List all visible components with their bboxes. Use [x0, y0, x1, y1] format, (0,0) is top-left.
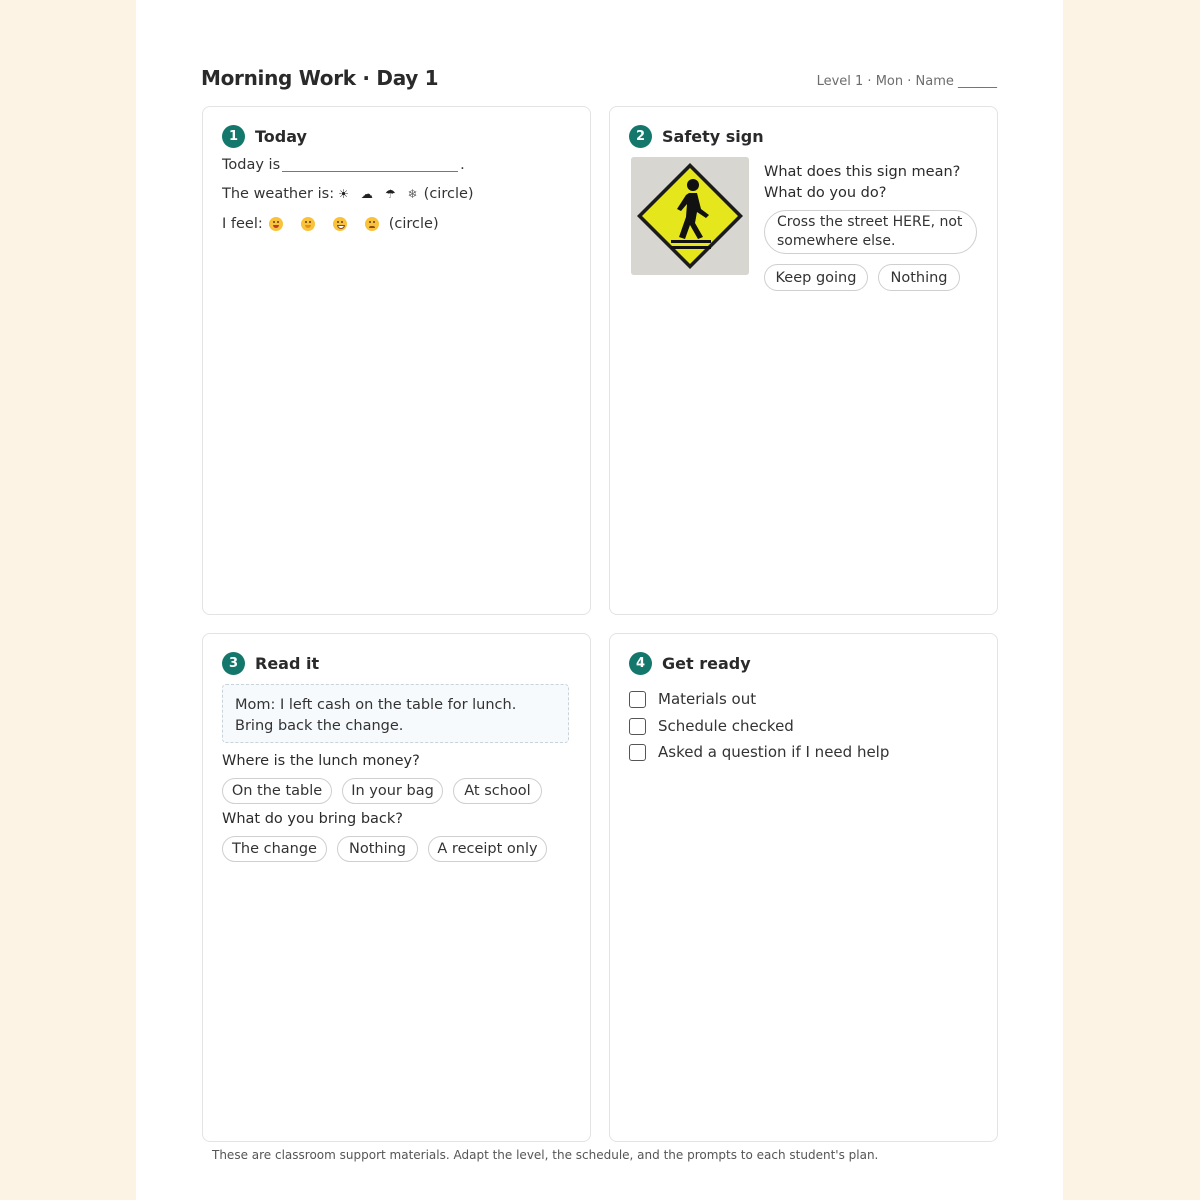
today-date-line — [222, 157, 465, 173]
checklist-label: Materials out — [658, 690, 757, 708]
checklist-item[interactable] — [629, 717, 794, 735]
answer-option-nothing[interactable]: Nothing — [878, 264, 960, 291]
answer-option-at-school[interactable]: At school — [453, 778, 542, 804]
answer-option-cross-here[interactable]: Cross the street HERE, not somewhere else. — [764, 210, 977, 254]
today-card-title: Today — [255, 127, 307, 146]
safety-sign-card — [609, 106, 998, 615]
get-ready-card — [609, 633, 998, 1142]
read-it-card — [202, 633, 591, 1142]
sad-face-icon[interactable] — [365, 217, 379, 231]
feel-hint: (circle) — [388, 216, 439, 232]
safety-card-title: Safety sign — [662, 127, 764, 146]
smile-face-icon[interactable] — [301, 217, 315, 231]
step-number-badge: 4 — [629, 652, 652, 675]
checkbox[interactable] — [629, 744, 646, 761]
answer-option-nothing[interactable]: Nothing — [337, 836, 418, 862]
ready-card-title: Get ready — [662, 654, 751, 673]
weather-hint: (circle) — [423, 186, 474, 202]
pedestrian-crossing-sign-image — [631, 157, 749, 275]
question-lunch-money: Where is the lunch money? — [222, 753, 420, 769]
reading-note: Mom: I left cash on the table for lunch. Bring back the change. — [222, 684, 569, 743]
feel-label: I feel: — [222, 216, 263, 232]
sign-question-1: What does this sign mean? — [764, 164, 961, 180]
date-blank[interactable] — [282, 159, 458, 172]
snowflake-icon[interactable]: ❄ — [407, 187, 418, 201]
answer-option-receipt-only[interactable]: A receipt only — [428, 836, 547, 862]
step-number-badge: 2 — [629, 125, 652, 148]
ready-card-header — [629, 652, 751, 675]
name-blank[interactable]: ______ — [958, 74, 997, 89]
question-bring-back: What do you bring back? — [222, 811, 403, 827]
step-number-badge: 3 — [222, 652, 245, 675]
meta-text: Level 1 · Mon · Name — [816, 74, 954, 89]
umbrella-icon[interactable]: ☂ — [384, 187, 396, 201]
checkbox[interactable] — [629, 691, 646, 708]
cloud-icon[interactable]: ☁ — [360, 187, 373, 201]
checklist-item[interactable] — [629, 743, 889, 761]
read-card-header — [222, 652, 319, 675]
checklist-label: Asked a question if I need help — [658, 743, 890, 761]
pedestrian-sign-icon — [631, 157, 749, 275]
read-card-title: Read it — [255, 654, 320, 673]
feel-line — [222, 216, 439, 232]
worksheet-title: Morning Work · Day 1 — [201, 66, 439, 90]
today-card-header — [222, 125, 307, 148]
weather-label: The weather is: — [222, 186, 335, 202]
answer-option-the-change[interactable]: The change — [222, 836, 327, 862]
step-number-badge: 1 — [222, 125, 245, 148]
checklist-label: Schedule checked — [658, 717, 794, 735]
answer-option-keep-going[interactable]: Keep going — [764, 264, 868, 291]
today-is-label: Today is — [222, 157, 281, 173]
grin-face-icon[interactable] — [333, 217, 347, 231]
date-period: . — [460, 157, 465, 173]
answer-option-in-your-bag[interactable]: In your bag — [342, 778, 443, 804]
footer-note: These are classroom support materials. Adapt the level, the schedule, and the prompts to each student's plan. — [212, 1148, 879, 1162]
sign-question-2: What do you do? — [764, 185, 887, 201]
worksheet-page — [136, 0, 1063, 1200]
checkbox[interactable] — [629, 718, 646, 735]
happy-face-icon[interactable] — [269, 217, 283, 231]
sun-icon[interactable]: ☀ — [338, 187, 349, 201]
today-card — [202, 106, 591, 615]
checklist-item[interactable] — [629, 690, 756, 708]
worksheet-meta — [817, 74, 997, 89]
weather-line — [222, 186, 474, 202]
safety-card-header — [629, 125, 764, 148]
answer-option-on-the-table[interactable]: On the table — [222, 778, 332, 804]
